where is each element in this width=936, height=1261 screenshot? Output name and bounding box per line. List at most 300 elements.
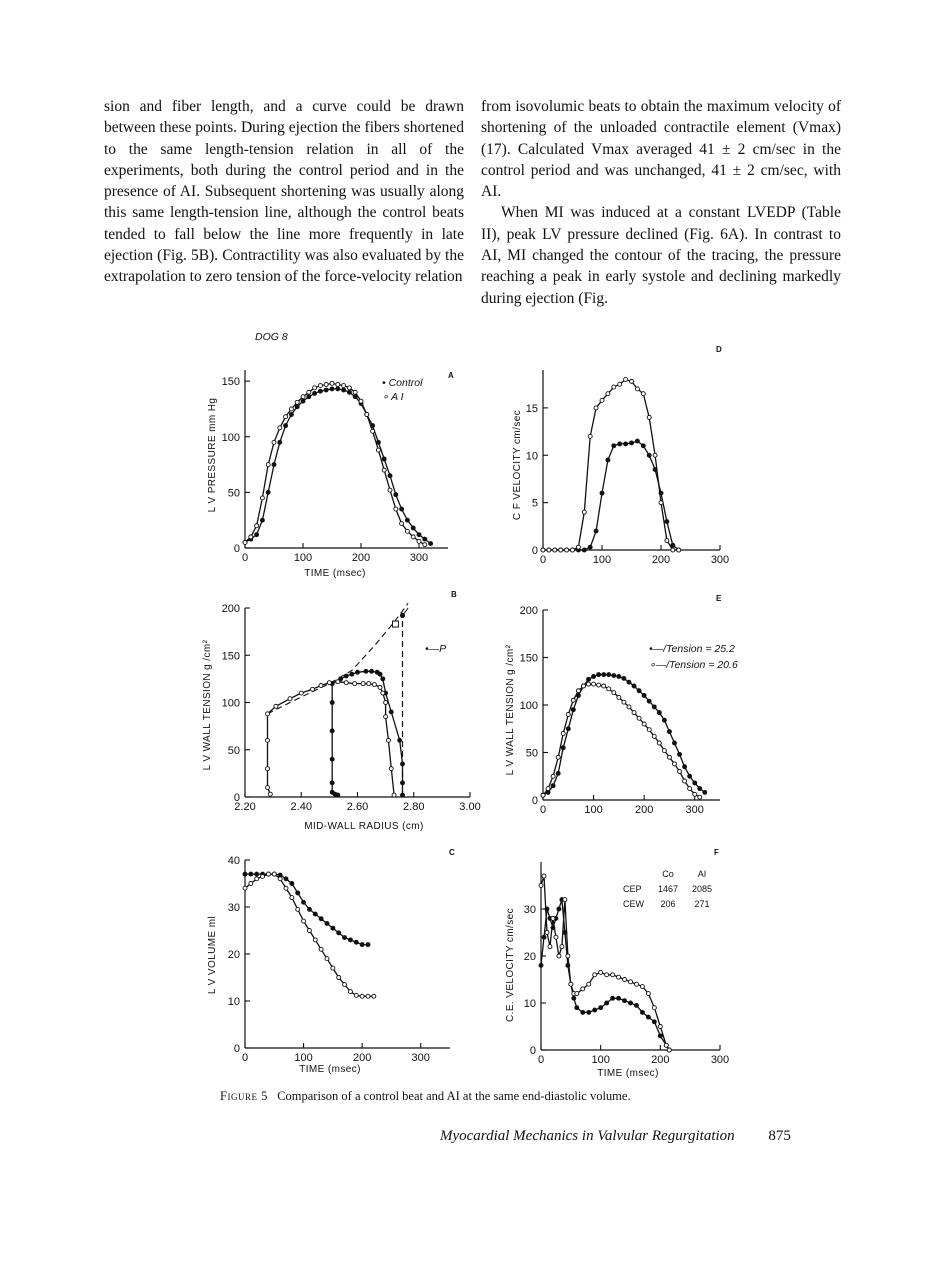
panel-a-series-ai-point bbox=[359, 399, 363, 403]
panel-c-series-control-line bbox=[245, 874, 368, 945]
panel-b-series-ai-point bbox=[378, 685, 382, 689]
panel-e-series-control-point bbox=[683, 765, 687, 769]
panel-a-series-control-point bbox=[394, 493, 398, 497]
panel-e-xtick-label-1: 100 bbox=[584, 804, 603, 816]
panel-c-series-ai-point bbox=[249, 882, 253, 886]
table-row-cep-ai: 2085 bbox=[691, 884, 713, 894]
panel-f-series-ai-point bbox=[599, 970, 603, 974]
panel-e-series-ai-point bbox=[597, 683, 601, 687]
panel-f-series-ai-point bbox=[560, 945, 564, 949]
dog-label: DOG 8 bbox=[255, 331, 288, 343]
panel-B-legend: •—P bbox=[425, 643, 447, 655]
panel-f-series-ai-point bbox=[593, 973, 597, 977]
panel-e-series-ai-point bbox=[556, 755, 560, 759]
panel-e-series-control-point bbox=[607, 673, 611, 677]
panel-e-series-ai-point bbox=[607, 687, 611, 691]
panel-A-xlabel: TIME (msec) bbox=[304, 568, 366, 579]
panel-c-series-control-point bbox=[255, 872, 259, 876]
panel-e-series-control-point bbox=[693, 781, 697, 785]
panel-B-ylabel: L V WALL TENSION g /cm² bbox=[202, 639, 213, 771]
panel-b-series-control-point bbox=[401, 762, 405, 766]
panel-C-ylabel: L V VOLUME ml bbox=[207, 915, 218, 995]
panel-b-series-control-point bbox=[401, 793, 405, 797]
panel-d-xtick-label-2: 200 bbox=[651, 554, 671, 566]
panel-e-series-ai-point bbox=[652, 734, 656, 738]
panel-f-series-ai-point bbox=[548, 945, 552, 949]
panel-b-series-ai-point bbox=[392, 793, 396, 797]
panel-c-series-ai-point bbox=[319, 947, 323, 951]
page-footer bbox=[440, 1128, 791, 1145]
panel-c-series-control-point bbox=[313, 912, 317, 916]
panel-b-xtick-label-4: 3.00 bbox=[459, 801, 481, 813]
panel-a-series-ai-point bbox=[336, 382, 340, 386]
panel-f-series-ai-point bbox=[623, 978, 627, 982]
panel-d-series-ai-point bbox=[582, 510, 586, 514]
panel-a-series-control-point bbox=[284, 424, 288, 428]
panel-d-series-ai-line bbox=[543, 380, 679, 551]
caption-text: Comparison of a control beat and AI at the same end-diastolic volume. bbox=[277, 1089, 631, 1103]
panel-a-series-ai-point bbox=[382, 468, 386, 472]
panel-f-series-ai-point bbox=[640, 985, 644, 989]
panel-c-series-control-point bbox=[325, 921, 329, 925]
table-row-cew-co: 206 bbox=[660, 899, 676, 909]
figure-caption bbox=[220, 1089, 631, 1104]
panel-e-series-ai-point bbox=[672, 762, 676, 766]
panel-d-series-control-point bbox=[647, 453, 651, 457]
panel-d-ytick-label-3: 15 bbox=[525, 402, 538, 415]
panel-a-ytick-label-0: 0 bbox=[233, 543, 240, 555]
panel-C-letter: C bbox=[449, 848, 455, 857]
panel-e-series-ai-point bbox=[622, 700, 626, 704]
panel-f-series-control-point bbox=[640, 1010, 644, 1014]
panel-f-series-control-point bbox=[599, 1006, 603, 1010]
panel-a-series-control-point bbox=[324, 388, 328, 392]
panel-B bbox=[202, 590, 481, 832]
panel-f-series-ai-point bbox=[587, 982, 591, 986]
panel-a-series-ai-point bbox=[272, 440, 276, 444]
panel-d-series-control-line bbox=[543, 441, 679, 550]
panel-c-series-control-point bbox=[366, 943, 370, 947]
panel-a-series-control-point bbox=[342, 388, 346, 392]
panel-e-series-control-point bbox=[652, 705, 656, 709]
panel-d-series-ai-point bbox=[553, 548, 557, 552]
panel-f-series-control-point bbox=[593, 1008, 597, 1012]
right-paragraph-1: from isovolumic beats to obtain the maximum velocity of shortening of the unloaded contractile element (Vmax) (17). Calculated Vmax averaged 41 ± 2 cm/sec in the control period and was unchanged, 41 ± 2 cm/sec, with AI. bbox=[481, 98, 841, 201]
panel-f-series-control-point bbox=[652, 1020, 656, 1024]
panel-e-xtick-label-3: 300 bbox=[685, 804, 704, 816]
panel-c-series-control-point bbox=[331, 926, 335, 930]
panel-e-series-ai-point bbox=[642, 722, 646, 726]
panel-e-series-control-point bbox=[597, 673, 601, 677]
panel-a-series-control-point bbox=[388, 474, 392, 478]
panel-b-series-control-point bbox=[330, 701, 334, 705]
panel-e-series-ai-point bbox=[551, 774, 555, 778]
panel-e-xtick-label-2: 200 bbox=[634, 804, 654, 816]
panel-a-series-ai-point bbox=[278, 426, 282, 430]
panel-f-series-control-point bbox=[634, 1003, 638, 1007]
panel-b-series-ai-point bbox=[266, 738, 270, 742]
panel-b-series-control-point bbox=[350, 672, 354, 676]
panel-e-xtick-label-0: 0 bbox=[539, 804, 547, 816]
panel-c-series-ai-point bbox=[284, 886, 288, 890]
panel-a-series-control-point bbox=[313, 391, 317, 395]
panel-e-series-ai-point bbox=[657, 741, 661, 745]
panel-a-series-ai-point bbox=[405, 529, 409, 533]
panel-c-series-control-point bbox=[290, 882, 294, 886]
panel-b-series-control-point bbox=[375, 670, 379, 674]
panel-e-series-control-point bbox=[688, 774, 692, 778]
panel-a-series-control-point bbox=[417, 533, 421, 537]
panel-a-series-ai-point bbox=[342, 384, 346, 388]
panel-b-series-ai-point bbox=[299, 691, 303, 695]
panel-f-series-control-point bbox=[557, 907, 561, 911]
panel-b-series-ai-point bbox=[344, 681, 348, 685]
table-header-co: Co bbox=[662, 869, 674, 879]
panel-b-open-square-marker bbox=[392, 621, 398, 627]
panel-A-ylabel: L V PRESSURE mm Hg bbox=[207, 397, 218, 513]
panel-e-series-control-point bbox=[662, 718, 666, 722]
panel-d-series-control-point bbox=[582, 548, 586, 552]
panel-d-series-control-point bbox=[594, 529, 598, 533]
panel-a-series-control-point bbox=[307, 395, 311, 399]
panel-b-series-control-point bbox=[330, 781, 334, 785]
panel-D-ylabel: C F VELOCITY cm/sec bbox=[512, 409, 523, 521]
panel-e-series-control-point bbox=[647, 699, 651, 703]
panel-c-series-ai-point bbox=[325, 957, 329, 961]
panel-f-series-ai-point bbox=[569, 982, 573, 986]
page-number: 875 bbox=[768, 1128, 791, 1144]
panel-e-series-control-point bbox=[592, 675, 596, 679]
panel-E-letter: E bbox=[716, 594, 722, 603]
panel-c-series-ai-point bbox=[290, 896, 294, 900]
panel-c-series-ai-point bbox=[302, 919, 306, 923]
panel-f-series-control-point bbox=[629, 1001, 633, 1005]
panel-e-series-control-point bbox=[602, 673, 606, 677]
panel-e-ytick-label-4: 200 bbox=[519, 605, 538, 617]
panel-d-series-ai-point bbox=[647, 415, 651, 419]
panel-f-series-control-point bbox=[581, 1010, 585, 1014]
panel-B-letter: B bbox=[451, 590, 457, 599]
caption-figure-number: Figure 5 bbox=[220, 1089, 268, 1103]
panel-e-series-ai-point bbox=[576, 689, 580, 693]
table-row-cew-ai: 271 bbox=[694, 899, 710, 909]
panel-a-series-ai-point bbox=[307, 390, 311, 394]
panel-e-series-ai-point bbox=[627, 705, 631, 709]
panel-f-series-ai-point bbox=[646, 992, 650, 996]
panel-a-series-control-point bbox=[318, 389, 322, 393]
panel-f-series-ai-point bbox=[551, 916, 555, 920]
panel-b-series-ai-point bbox=[288, 697, 292, 701]
panel-c-series-ai-point bbox=[266, 872, 270, 876]
panel-e-series-control-point bbox=[627, 680, 631, 684]
panel-c-series-control-point bbox=[354, 940, 358, 944]
journal-title: Myocardial Mechanics in Valvular Regurgitation bbox=[440, 1128, 735, 1144]
panel-d-series-ai-point bbox=[576, 545, 580, 549]
panel-b-series-ai-point bbox=[266, 712, 270, 716]
panel-f-series-ai-point bbox=[605, 973, 609, 977]
panel-a-series-ai-point bbox=[353, 390, 357, 394]
panel-d-series-control-point bbox=[600, 491, 604, 495]
panel-b-series-ai-point bbox=[372, 683, 376, 687]
panel-a-series-control-point bbox=[278, 440, 282, 444]
panel-d-series-ai-point bbox=[630, 379, 634, 383]
panel-d-series-ai-point bbox=[612, 385, 616, 389]
panel-e-series-control-point bbox=[678, 752, 682, 756]
panel-A-letter: A bbox=[448, 371, 454, 380]
panel-f-series-control-point bbox=[617, 996, 621, 1000]
panel-D bbox=[512, 345, 729, 566]
panel-e-series-ai-point bbox=[546, 787, 550, 791]
panel-a-series-control-point bbox=[400, 507, 404, 511]
panel-a-series-control-point bbox=[382, 457, 386, 461]
panel-e-ytick-label-3: 150 bbox=[519, 652, 538, 665]
panel-c-series-ai-point bbox=[261, 874, 265, 878]
panel-a-series-control-point bbox=[272, 463, 276, 467]
panel-A-legend-ai: ∘ A I bbox=[382, 391, 404, 403]
panel-b-series-control-point bbox=[356, 670, 360, 674]
panel-f-ytick-label-1: 10 bbox=[523, 998, 536, 1010]
panel-f-series-control-point bbox=[623, 999, 627, 1003]
panel-f-series-ai-point bbox=[658, 1025, 662, 1029]
panel-a-series-ai-point bbox=[417, 539, 421, 543]
panel-d-series-ai-point bbox=[547, 548, 551, 552]
panel-a-series-ai-point bbox=[388, 488, 392, 492]
panel-a-series-ai-point bbox=[301, 395, 305, 399]
panel-e-series-control-point bbox=[657, 711, 661, 715]
panel-d-series-control-point bbox=[618, 442, 622, 446]
panel-b-series-ai-point bbox=[311, 687, 315, 691]
panel-b-series-control-point bbox=[389, 710, 393, 714]
panel-b-ytick-label-1: 50 bbox=[227, 744, 240, 757]
panel-a-xtick-label-3: 300 bbox=[409, 552, 429, 564]
panel-a-series-ai-point bbox=[423, 543, 427, 547]
panel-b-series-ai-point bbox=[327, 681, 331, 685]
panel-d-series-control-point bbox=[606, 458, 610, 462]
panel-f-series-ai-line bbox=[541, 876, 669, 1050]
panel-d-series-ai-point bbox=[600, 398, 604, 402]
panel-e-series-ai-point bbox=[617, 695, 621, 699]
panel-e-series-ai-point bbox=[683, 779, 687, 783]
panel-e-series-ai-point bbox=[637, 716, 641, 720]
panel-a-series-ai-point bbox=[313, 386, 317, 390]
panel-f-series-control-point bbox=[575, 1006, 579, 1010]
panel-e-series-control-point bbox=[672, 741, 676, 745]
panel-f-series-ai-point bbox=[611, 973, 615, 977]
panel-a-series-control-point bbox=[330, 387, 334, 391]
panel-C bbox=[207, 848, 455, 1075]
panel-e-series-ai-point bbox=[698, 795, 702, 799]
panel-a-xtick-label-1: 100 bbox=[293, 552, 313, 564]
panel-A-legend-control: • Control bbox=[382, 377, 423, 389]
panel-b-xtick-label-3: 2.80 bbox=[403, 801, 425, 813]
panel-e-ytick-label-0: 0 bbox=[531, 795, 538, 807]
panel-c-series-ai-point bbox=[366, 994, 370, 998]
panel-a-series-ai-point bbox=[411, 535, 415, 539]
panel-e-series-control-point bbox=[566, 727, 570, 731]
panel-f-series-control-point bbox=[572, 996, 576, 1000]
panel-c-series-ai-point bbox=[360, 994, 364, 998]
panel-b-ytick-label-2: 100 bbox=[221, 697, 240, 710]
panel-b-xtick-label-0: 2.20 bbox=[234, 801, 256, 813]
panel-c-ytick-label-1: 10 bbox=[227, 996, 240, 1008]
panel-e-series-ai-point bbox=[678, 770, 682, 774]
panel-d-series-control-point bbox=[641, 444, 645, 448]
panel-c-series-control-point bbox=[360, 943, 364, 947]
panel-f-series-ai-point bbox=[664, 1043, 668, 1047]
panel-d-series-ai-point bbox=[594, 406, 598, 410]
panel-a-series-ai-point bbox=[284, 415, 288, 419]
panel-b-series-ai-point bbox=[274, 704, 278, 708]
panel-a-series-control-point bbox=[295, 405, 299, 409]
panel-a-series-ai-point bbox=[365, 413, 369, 417]
panel-a-series-ai-point bbox=[330, 381, 334, 385]
panel-a-series-ai-point bbox=[347, 386, 351, 390]
panel-a-series-ai-point bbox=[400, 522, 404, 526]
panel-d-series-ai-point bbox=[635, 387, 639, 391]
panel-f-xtick-label-3: 300 bbox=[710, 1054, 730, 1066]
panel-D-letter: D bbox=[716, 345, 722, 354]
panel-d-series-control-point bbox=[624, 442, 628, 446]
panel-e-series-ai-point bbox=[662, 749, 666, 753]
panel-d-series-ai-point bbox=[559, 548, 563, 552]
panel-c-series-control-point bbox=[307, 907, 311, 911]
panel-c-ytick-label-4: 40 bbox=[227, 855, 240, 867]
panel-d-series-ai-point bbox=[641, 392, 645, 396]
panel-c-series-control-point bbox=[243, 872, 247, 876]
panel-b-series-ai-point bbox=[266, 786, 270, 790]
panel-f-series-control-point bbox=[587, 1010, 591, 1014]
panel-c-series-control-point bbox=[343, 936, 347, 940]
panel-b-series-control-point bbox=[330, 729, 334, 733]
panel-c-series-control-point bbox=[249, 872, 253, 876]
panel-e-series-ai-point bbox=[587, 682, 591, 686]
panel-b-ytick-label-4: 200 bbox=[221, 603, 240, 615]
table-row-cew-label: CEW bbox=[623, 899, 644, 909]
panel-b-ytick-label-0: 0 bbox=[233, 792, 240, 804]
panel-d-series-ai-point bbox=[618, 382, 622, 386]
panel-b-series-control-point bbox=[364, 669, 368, 673]
panel-c-series-ai-point bbox=[354, 993, 358, 997]
panel-e-series-control-point bbox=[637, 689, 641, 693]
panel-e-series-ai-point bbox=[592, 682, 596, 686]
panel-c-series-control-point bbox=[302, 900, 306, 904]
panel-a-series-ai-point bbox=[376, 448, 380, 452]
panel-f-series-ai-point bbox=[652, 1006, 656, 1010]
panel-a-series-control-point bbox=[347, 390, 351, 394]
panel-f-series-ai-point bbox=[667, 1048, 671, 1052]
panel-a-series-control-point bbox=[301, 399, 305, 403]
panel-a-series-ai-point bbox=[289, 407, 293, 411]
panel-b-series-ai-point bbox=[381, 691, 385, 695]
panel-e-series-control-point bbox=[703, 790, 707, 794]
panel-a-series-ai-point bbox=[394, 507, 398, 511]
panel-b-series-ai-line bbox=[268, 682, 395, 795]
panel-b-series-control-point bbox=[336, 793, 340, 797]
panel-e-series-control-point bbox=[632, 684, 636, 688]
panel-E-ylabel: L V WALL TENSION g /cm² bbox=[505, 644, 516, 776]
panel-f-series-control-point bbox=[539, 963, 543, 967]
panel-d-series-control-point bbox=[612, 444, 616, 448]
panel-E bbox=[505, 594, 738, 816]
panel-a-series-control-point bbox=[289, 413, 293, 417]
panel-b-series-ai-point bbox=[384, 701, 388, 705]
right-paragraph-2: When MI was induced at a constant LVEDP (Table II), peak LV pressure declined (Fig. 6A). In contrast to AI, MI changed the contour of the tracing, the pressure reaching a peak in early systole and declining markedly during ejection (Fig. bbox=[481, 204, 841, 307]
panel-c-series-ai-point bbox=[278, 877, 282, 881]
panel-e-series-control-point bbox=[551, 784, 555, 788]
panel-c-series-ai-point bbox=[272, 872, 276, 876]
panel-f-xtick-label-0: 0 bbox=[537, 1054, 545, 1066]
panel-a-series-control-point bbox=[405, 518, 409, 522]
panel-b-xtick-label-1: 2.40 bbox=[290, 801, 312, 813]
panel-f-series-ai-point bbox=[563, 898, 567, 902]
panel-d-series-ai-point bbox=[565, 548, 569, 552]
panel-F-ylabel: C.E. VELOCITY cm/sec bbox=[505, 908, 516, 1022]
panel-c-ytick-label-2: 20 bbox=[227, 949, 240, 961]
panel-b-series-ai-point bbox=[336, 680, 340, 684]
panel-f-series-ai-point bbox=[554, 935, 558, 939]
panel-d-series-ai-point bbox=[677, 548, 681, 552]
panel-b-series-control-point bbox=[330, 757, 334, 761]
panel-f-xtick-label-2: 200 bbox=[651, 1054, 670, 1066]
panel-f-series-ai-point bbox=[575, 992, 579, 996]
panel-b-series-ai-point bbox=[389, 767, 393, 771]
panel-a-series-control-point bbox=[260, 518, 264, 522]
panel-e-series-control-point bbox=[642, 694, 646, 698]
panel-e-series-ai-point bbox=[571, 698, 575, 702]
panel-f-series-control-point bbox=[611, 996, 615, 1000]
panel-b-series-control-point bbox=[401, 781, 405, 785]
panel-e-series-ai-point bbox=[667, 755, 671, 759]
panel-d-series-ai-point bbox=[588, 434, 592, 438]
panel-a-series-ai-point bbox=[295, 400, 299, 404]
panel-f-series-ai-point bbox=[539, 884, 543, 888]
panel-e-series-control-point bbox=[698, 787, 702, 791]
panel-c-series-ai-point bbox=[307, 929, 311, 933]
panel-c-series-control-point bbox=[348, 938, 352, 942]
panel-e-series-control-point bbox=[556, 771, 560, 775]
panel-b-series-ai-point bbox=[266, 767, 270, 771]
panel-f-series-ai-point bbox=[566, 954, 570, 958]
table-header-ai: AI bbox=[697, 869, 707, 879]
panel-f-ytick-label-2: 20 bbox=[523, 951, 536, 963]
panel-c-series-control-point bbox=[296, 891, 300, 895]
panel-E-legend-2: ∘—/Tension = 20.6 bbox=[649, 659, 738, 671]
panel-e-series-ai-point bbox=[632, 711, 636, 715]
panel-b-series-ai-point bbox=[361, 682, 365, 686]
panel-c-series-ai-point bbox=[343, 983, 347, 987]
panel-a-xtick-label-0: 0 bbox=[241, 552, 249, 564]
panel-c-series-ai-point bbox=[348, 990, 352, 994]
panel-e-series-ai-point bbox=[612, 691, 616, 695]
panel-a-series-ai-point bbox=[371, 429, 375, 433]
panel-c-series-ai-point bbox=[243, 886, 247, 890]
panel-e-series-ai-point bbox=[688, 787, 692, 791]
panel-d-ytick-label-2: 10 bbox=[525, 450, 538, 463]
panel-e-series-control-line bbox=[543, 675, 705, 796]
panel-b-series-ai-point bbox=[319, 683, 323, 687]
panel-d-xtick-label-0: 0 bbox=[539, 554, 547, 566]
panel-f-ytick-label-3: 30 bbox=[523, 904, 536, 916]
panel-a-series-control-point bbox=[411, 526, 415, 530]
panel-d-series-ai-point bbox=[671, 548, 675, 552]
panel-d-series-control-point bbox=[630, 441, 634, 445]
panel-b-series-control-point bbox=[398, 738, 402, 742]
panel-c-xtick-label-1: 100 bbox=[294, 1052, 313, 1064]
panel-e-series-control-point bbox=[561, 746, 565, 750]
panel-d-series-ai-point bbox=[606, 392, 610, 396]
panel-e-series-ai-point bbox=[561, 732, 565, 736]
panel-a-xtick-label-2: 200 bbox=[351, 552, 371, 564]
